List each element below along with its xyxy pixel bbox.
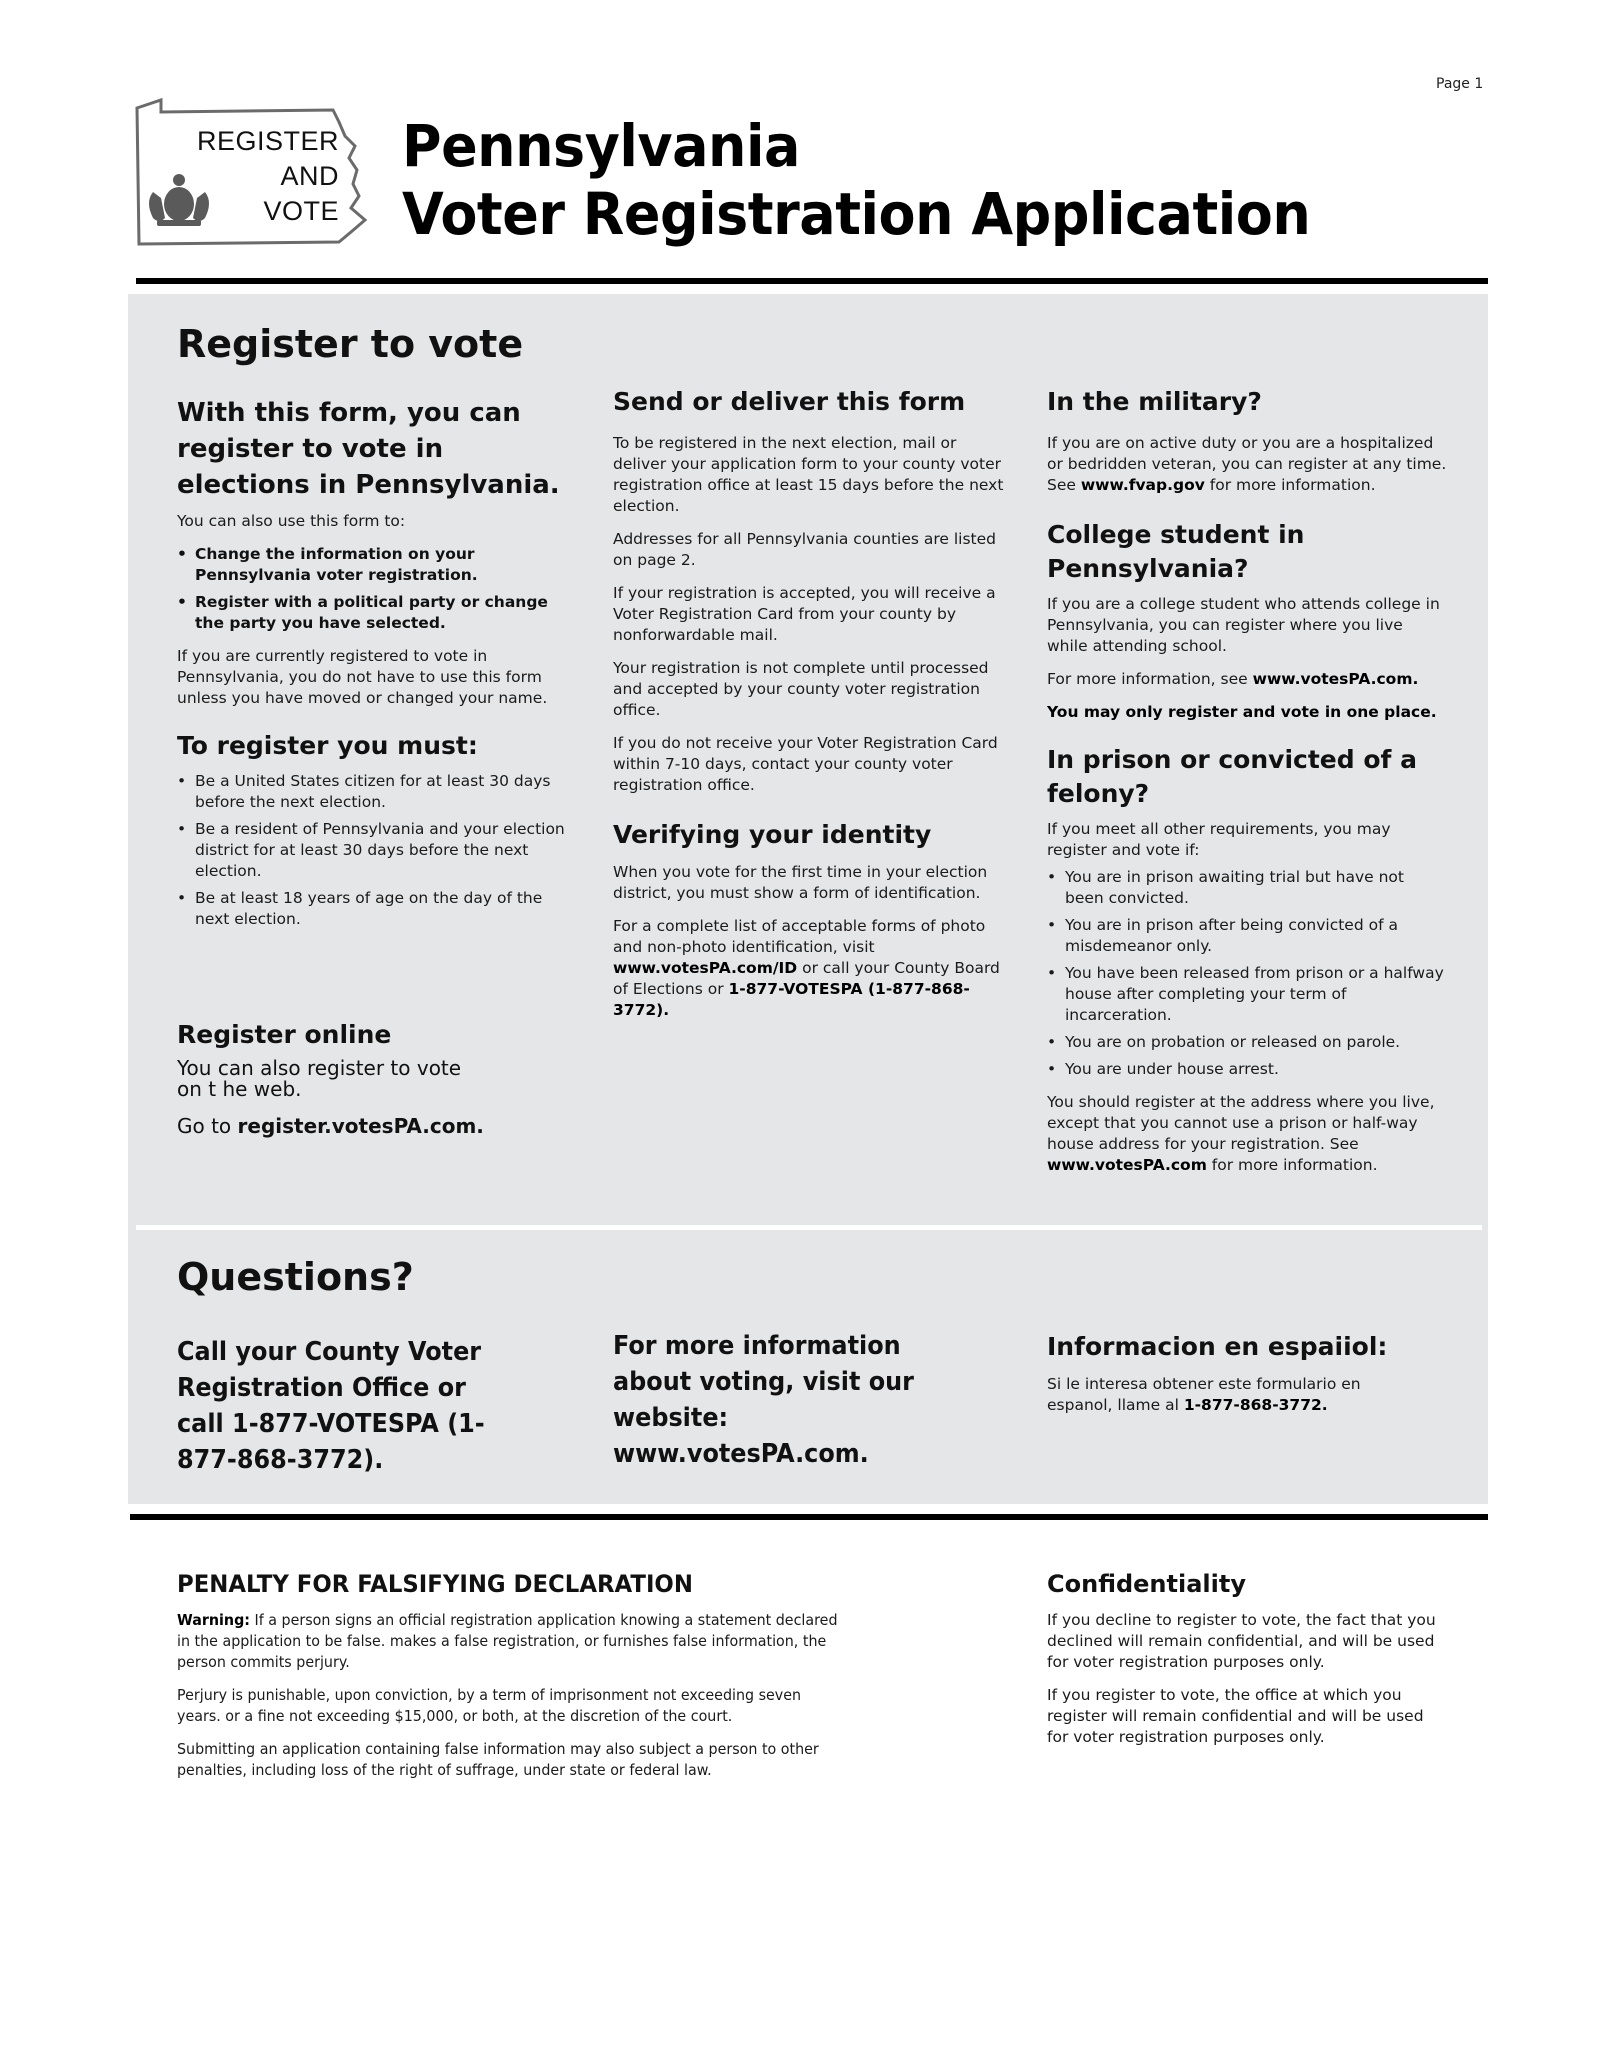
prison-heading: In prison or convicted of a felony? bbox=[1047, 745, 1417, 808]
list-item: • You have been released from prison or a halfway house after completing your term of incarceration. bbox=[1047, 963, 1447, 1026]
warning-text: If a person signs an official registration application knowing a statement declared in the application to be false. makes a false registration, or furnishes false information, the person commits perjury. bbox=[177, 1611, 838, 1671]
send-paragraph: To be registered in the next election, mail or deliver your application form to your county voter registration office at least 15 days before the next election. bbox=[613, 434, 1004, 515]
votespa-phone: 1-877-VOTESPA (1-877-868-3772). bbox=[613, 980, 970, 1019]
list-item: • You are in prison after being convicted of a misdemeanor only. bbox=[1047, 915, 1447, 957]
online-heading: Register online bbox=[177, 1020, 392, 1049]
send-paragraph: Your registration is not complete until processed and accepted by your county voter registration office. bbox=[613, 659, 989, 719]
list-item: • Be at least 18 years of age on the day of the next election. bbox=[177, 888, 567, 930]
online-register-link[interactable]: register.votesPA.com. bbox=[237, 1114, 484, 1138]
register-heading: Register to vote bbox=[177, 322, 524, 366]
register-also-list bbox=[177, 544, 567, 634]
must-heading: To register you must: bbox=[177, 731, 478, 760]
send-paragraph: If your registration is accepted, you will receive a Voter Registration Card from your county by nonforwardable mail. bbox=[613, 584, 996, 644]
send-paragraph: Addresses for all Pennsylvania counties are listed on page 2. bbox=[613, 530, 997, 569]
questions-website: For more information about voting, visit our website: www.votesPA.com. bbox=[613, 1331, 914, 1469]
college-p2-prefix: For more information, see bbox=[1047, 670, 1248, 688]
list-item: • Be a resident of Pennsylvania and your election district for at least 30 days before the next election. bbox=[177, 819, 567, 882]
list-item: • Register with a political party or change the party you have selected. bbox=[177, 592, 567, 634]
fvap-link[interactable]: www.fvap.gov bbox=[1080, 476, 1205, 494]
list-item: • Change the information on your Pennsylvania voter registration. bbox=[177, 544, 567, 586]
list-item: • You are under house arrest. bbox=[1047, 1059, 1447, 1080]
logo-line-and: AND bbox=[280, 161, 339, 191]
page-number: Page 1 bbox=[1436, 76, 1484, 92]
votespa-id-link[interactable]: www.votesPA.com/ID bbox=[613, 959, 798, 977]
prison-outro-suffix: for more information. bbox=[1211, 1156, 1378, 1174]
college-p3: You may only register and vote in one place. bbox=[1047, 703, 1437, 721]
warning-label: Warning: bbox=[177, 1611, 250, 1629]
confidentiality-heading: Confidentiality bbox=[1047, 1570, 1246, 1598]
identity-p1: When you vote for the first time in your election district, you must show a form of identification. bbox=[613, 863, 988, 902]
logo-text bbox=[197, 124, 339, 229]
online-text: You can also register to vote on t he web. bbox=[177, 1056, 462, 1101]
penalty-p2: Perjury is punishable, upon conviction, by a term of imprisonment not exceeding seven years. or a fine not exceeding $15,000, or both, at the discretion of the court. bbox=[177, 1686, 802, 1725]
send-heading: Send or deliver this form bbox=[613, 387, 966, 416]
send-paragraph: If you do not receive your Voter Registration Card within 7-10 days, contact your county voter registration office. bbox=[613, 734, 998, 794]
must-list bbox=[177, 771, 567, 930]
spanish-phone: 1-877-868-3772. bbox=[1183, 1396, 1328, 1414]
title-line-1: Pennsylvania bbox=[402, 112, 800, 180]
confidentiality-p2: If you register to vote, the office at which you register will remain confidential and will be used for voter registration purposes only. bbox=[1047, 1686, 1424, 1746]
questions-heading: Questions? bbox=[177, 1255, 414, 1299]
list-item: • You are on probation or released on parole. bbox=[1047, 1032, 1447, 1053]
college-p2 bbox=[1047, 669, 1447, 690]
logo-line-vote: VOTE bbox=[263, 196, 339, 226]
logo-line-register: REGISTER bbox=[196, 126, 339, 156]
page-title bbox=[402, 112, 1310, 248]
questions-call: Call your County Voter Registration Office or call 1-877-VOTESPA (1-877-868-3772). bbox=[177, 1337, 485, 1475]
penalty-heading: PENALTY FOR FALSIFYING DECLARATION bbox=[177, 1570, 693, 1598]
military-text bbox=[1047, 433, 1447, 496]
prison-outro-prefix: You should register at the address where you live, except that you cannot use a prison or half-way house address for your registration. See bbox=[1047, 1093, 1435, 1153]
confidentiality-p1: If you decline to register to vote, the fact that you declined will remain confidential, and will be used for voter registration purposes only. bbox=[1047, 1611, 1436, 1671]
penalty-section bbox=[177, 1568, 877, 1793]
register-already-text: If you are currently registered to vote in Pennsylvania, you do not have to use this form unless you have moved or changed your name. bbox=[177, 647, 548, 707]
panel-divider bbox=[136, 1225, 1482, 1230]
military-heading: In the military? bbox=[1047, 387, 1262, 416]
middle-divider-rule bbox=[130, 1514, 1488, 1520]
votespa-link[interactable]: www.votesPA.com bbox=[1047, 1156, 1207, 1174]
register-lead: With this form, you can register to vote in elections in Pennsylvania. bbox=[177, 398, 560, 500]
identity-heading: Verifying your identity bbox=[613, 820, 932, 849]
prison-intro: If you meet all other requirements, you may register and vote if: bbox=[1047, 820, 1391, 859]
online-goto-prefix: Go to bbox=[177, 1114, 232, 1138]
identity-p2-mid: or call your County Board of Elections or bbox=[613, 959, 1000, 998]
column-send bbox=[613, 385, 1008, 1033]
prison-list bbox=[1047, 867, 1447, 1080]
votespa-link[interactable]: www.votesPA.com. bbox=[1252, 670, 1419, 688]
column-register bbox=[177, 395, 567, 1138]
online-goto bbox=[177, 1114, 567, 1138]
penalty-warning bbox=[177, 1610, 839, 1673]
list-item: • Be a United States citizen for at least 30 days before the next election. bbox=[177, 771, 567, 813]
college-heading: College student in Pennsylvania? bbox=[1047, 520, 1305, 583]
college-p1: If you are a college student who attends college in Pennsylvania, you can register where you live while attending school. bbox=[1047, 595, 1440, 655]
list-item: • You are in prison awaiting trial but have not been convicted. bbox=[1047, 867, 1447, 909]
prison-outro bbox=[1047, 1092, 1447, 1176]
penalty-p3: Submitting an application containing false information may also subject a person to other penalties, including loss of the right of suffrage, under state or federal law. bbox=[177, 1740, 819, 1779]
register-also-intro: You can also use this form to: bbox=[177, 512, 406, 530]
confidentiality-section bbox=[1047, 1568, 1437, 1760]
spanish-text-prefix: Si le interesa obtener este formulario en espanol, llame al bbox=[1047, 1375, 1361, 1414]
spanish-heading: Informacion en espaiiol: bbox=[1047, 1332, 1388, 1361]
identity-p2 bbox=[613, 916, 1008, 1021]
top-divider-rule bbox=[136, 278, 1488, 284]
spanish-text bbox=[1047, 1374, 1367, 1416]
military-text-prefix: If you are on active duty or you are a hospitalized or bedridden veteran, you can register at any time. See bbox=[1047, 434, 1447, 494]
register-and-vote-logo bbox=[133, 96, 373, 248]
title-line-2: Voter Registration Application bbox=[402, 180, 1311, 248]
military-text-suffix: for more information. bbox=[1209, 476, 1376, 494]
identity-p2-prefix: For a complete list of acceptable forms of photo and non-photo identification, visit bbox=[613, 917, 986, 956]
column-special-cases bbox=[1047, 385, 1447, 1188]
